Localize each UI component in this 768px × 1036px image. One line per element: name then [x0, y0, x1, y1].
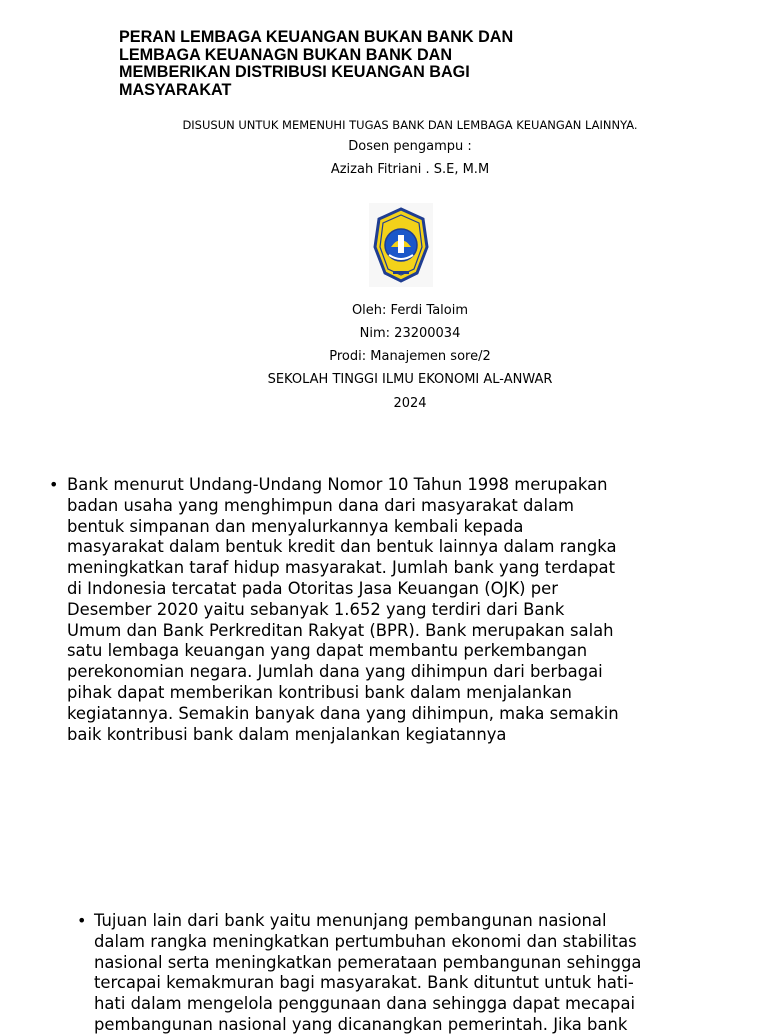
title-line: MEMBERIKAN DISTRIBUSI KEUANGAN BAGI [119, 63, 470, 82]
bullet-marker: • [49, 475, 59, 494]
bullet-marker: • [77, 911, 87, 930]
lecturer-name: Azizah Fitriani . S.E, M.M [330, 162, 490, 177]
paragraph-line: Tujuan lain dari bank yaitu menunjang pembangunan nasional [94, 911, 607, 930]
paragraph-line: masyarakat dalam bentuk kredit dan bentuk lainnya dalam rangka [67, 537, 617, 557]
author: Oleh: Ferdi Taloim [351, 303, 469, 318]
bullet-paragraph-1 [49, 475, 619, 745]
paragraph-line: bentuk simpanan dan menyalurkannya kembali kepada [67, 516, 524, 536]
paragraph-line: satu lembaga keuangan yang dapat membantu perkembangan [67, 641, 588, 661]
school-name: SEKOLAH TINGGI ILMU EKONOMI AL-ANWAR [267, 372, 553, 387]
lecturer-label: Dosen pengampu : [348, 139, 472, 154]
paragraph-line: tercapai kemakmuran bagi masyarakat. Bank dituntut untuk hati- [94, 973, 634, 993]
paragraph-line: pihak dapat memberikan kontribusi bank dalam menjalankan [67, 682, 572, 702]
paragraph-line: perekonomian negara. Jumlah dana yang dihimpun dari berbagai [67, 662, 603, 682]
year: 2024 [393, 396, 427, 411]
paragraph-line: Desember 2020 yaitu sebanyak 1.652 yang terdiri dari Bank [67, 599, 565, 619]
paragraph-line: Bank menurut Undang-Undang Nomor 10 Tahun 1998 merupakan [67, 475, 608, 494]
paragraph-line: pembangunan nasional yang dicanangkan pemerintah. Jika bank [94, 1014, 628, 1034]
paragraph-line: kegiatannya. Semakin banyak dana yang dihimpun, maka semakin [67, 703, 619, 723]
paragraph-line: baik kontribusi bank dalam menjalankan kegiatannya [67, 724, 507, 744]
paragraph-line: meningkatkan taraf hidup masyarakat. Jumlah bank yang terdapat [67, 558, 616, 578]
paragraph-line: di Indonesia tercatat pada Otoritas Jasa Keuangan (OJK) per [67, 578, 558, 598]
title-line: MASYARAKAT [119, 80, 232, 99]
paragraph-line: dalam rangka meningkatkan pertumbuhan ekonomi dan stabilitas [94, 931, 637, 951]
student-number: Nim: 23200034 [359, 326, 461, 341]
paragraph-line: nasional serta meningkatkan pemerataan pembangunan sehingga [94, 952, 642, 972]
paragraph-line: hati dalam mengelola penggunaan dana sehingga dapat mecapai [94, 994, 636, 1014]
paragraph-line: badan usaha yang menghimpun dana dari masyarakat dalam [67, 495, 575, 515]
title-line: PERAN LEMBAGA KEUANGAN BUKAN BANK DAN [119, 28, 514, 46]
subtitle: DISUSUN UNTUK MEMENUHI TUGAS BANK DAN LEMBAGA KEUANGAN LAINNYA. [182, 118, 638, 132]
campus-seal-icon [369, 203, 433, 287]
title-line: LEMBAGA KEUANAGN BUKAN BANK DAN [119, 45, 453, 64]
bullet-paragraph-2 [77, 911, 642, 1036]
paragraph-line: Umum dan Bank Perkreditan Rakyat (BPR). Bank merupakan salah [67, 620, 614, 640]
document-title [119, 29, 599, 99]
study-program: Prodi: Manajemen sore/2 [329, 349, 491, 364]
